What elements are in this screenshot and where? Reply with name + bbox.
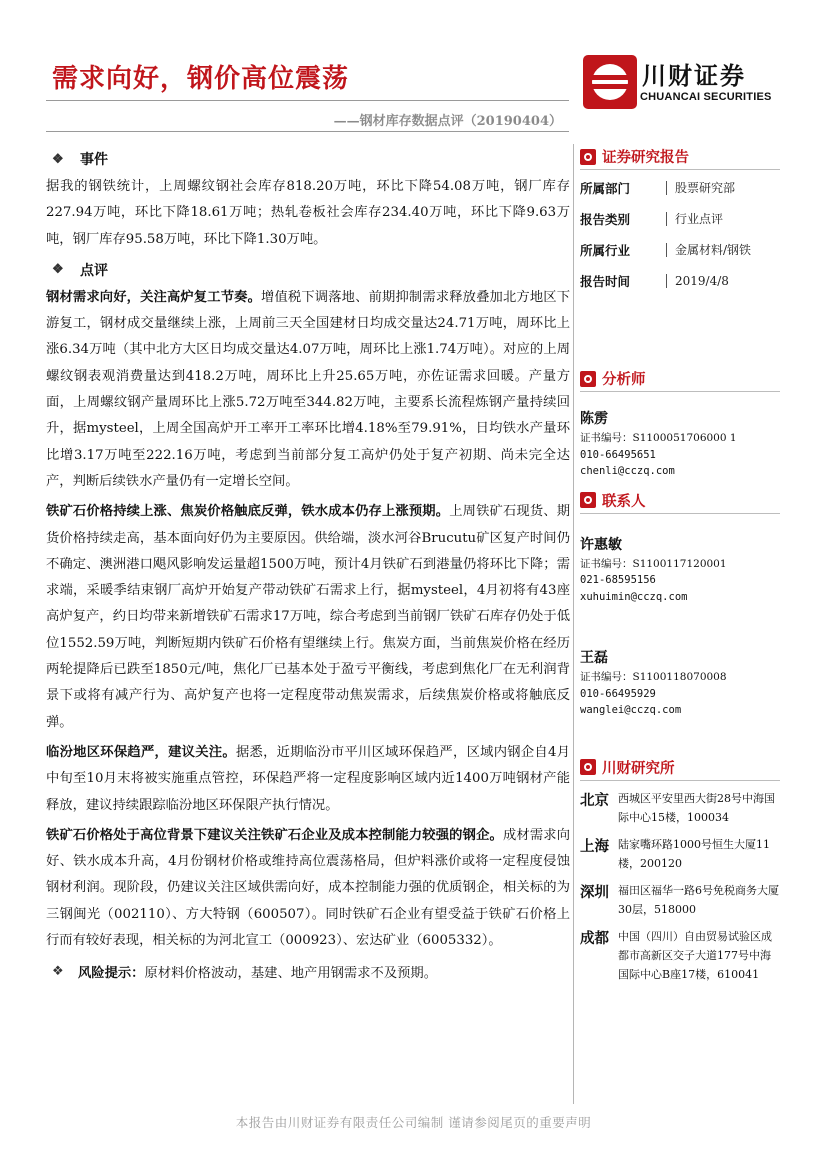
report-section-heading: 证券研究报告 xyxy=(580,144,780,170)
paragraph-lead: 临汾地区环保趋严，建议关注。 xyxy=(46,744,236,760)
comment-paragraph-linfen xyxy=(46,740,570,819)
event-paragraph: 据我的钢铁统计，上周螺纹钢社会库存818.20万吨，环比下降54.08万吨，钢厂库存227.94万吨，环比下降18.61万吨；热轧卷板社会库存234.40万吨，环比下降9.63万吨，钢厂库存95.58万吨，环比下降1.30万吨。 xyxy=(46,179,570,247)
section-marker-icon xyxy=(580,759,596,775)
contact-name: 许惠敏 xyxy=(580,536,622,553)
section-marker-icon xyxy=(580,149,596,165)
main-content xyxy=(46,144,570,986)
office-beijing: 北京 西城区平安里西大街28号中海国际中心15楼，100034 xyxy=(580,791,775,824)
paragraph-body: 据悉，近期临汾市平川区域环保趋严，区域内钢企自4月中旬至10月末将被实施重点管控，环保趋严将一定程度影响区域内近1400万吨钢材产能释放，建议持续跟踪临汾地区环保限产执行情况。 xyxy=(46,744,570,813)
info-row-category: 报告类别 行业点评 xyxy=(580,211,724,227)
contact-email[interactable]: xuhuimin@cczq.com xyxy=(580,590,688,603)
contact-cert: 证书编号：S1100117120001 xyxy=(580,557,727,570)
section-marker-icon xyxy=(580,492,596,508)
contact-name: 王磊 xyxy=(580,650,608,666)
contact-section-heading: 联系人 xyxy=(580,488,780,514)
contact-phone: 021-68595156 xyxy=(580,574,656,586)
info-row-department: 所属部门 股票研究部 xyxy=(580,180,736,196)
page-footer: 本报告由川财证券有限责任公司编制 谨请参阅尾页的重要声明 xyxy=(235,1115,592,1130)
office-shenzhen: 深圳 福田区福华一路6号免税商务大厦30层，518000 xyxy=(580,883,779,916)
chuancai-logo-icon xyxy=(582,54,638,110)
header-divider-bottom xyxy=(46,131,569,132)
info-row-industry: 所属行业 金属材料/钢铁 xyxy=(580,242,752,258)
risk-text: 原材料价格波动，基建、地产用钢需求不及预期。 xyxy=(144,965,438,981)
comment-paragraph-demand xyxy=(46,285,570,495)
info-row-date: 报告时间 2019/4/8 xyxy=(580,273,729,289)
analyst-section-heading: 分析师 xyxy=(580,366,780,392)
comment-heading: ❖ 点评 xyxy=(52,262,108,279)
analyst-phone: 010-66495651 xyxy=(580,448,656,461)
event-heading: ❖ 事件 xyxy=(52,151,108,168)
diamond-bullet-icon: ❖ xyxy=(52,151,64,167)
paragraph-lead: 钢材需求向好，关注高炉复工节奏。 xyxy=(46,289,262,305)
contact-email[interactable]: wanglei@cczq.com xyxy=(580,704,682,716)
office-shanghai: 上海 陆家嘴环路1000号恒生大厦11楼，200120 xyxy=(580,837,770,870)
logo-text-cn: 川财证券 xyxy=(642,62,746,90)
comment-paragraph-iron-ore xyxy=(46,499,570,736)
paragraph-body: 成材需求向好、铁水成本升高，4月份钢材价格或维持高位震荡格局，但炉料涨价或将一定程度侵蚀钢材利润。现阶段，仍建议关注区域供需向好，成本控制能力强的优质钢企，相关标的为三钢闽光（002110）、方大特钢（600507）。同时铁矿石企业有望受益于铁矿石价格上行而有较好表现，相关标的为河北宣工（000923）、宏达矿业（6005332）。 xyxy=(46,827,571,949)
company-logo xyxy=(582,50,782,114)
analyst-cert: 证书编号：S1100051706000 1 xyxy=(580,432,737,444)
contact-phone: 010-66495929 xyxy=(580,687,656,700)
header-divider-top xyxy=(46,100,569,101)
page-subtitle: ——钢材库存数据点评（20190404） xyxy=(333,114,562,129)
logo-text-en: CHUANCAI SECURITIES xyxy=(640,91,772,103)
comment-paragraph-recommendation xyxy=(46,823,570,954)
paragraph-lead: 铁矿石价格处于高位背景下建议关注铁矿石企业及成本控制能力较强的钢企。 xyxy=(46,827,503,843)
office-chengdu: 成都 中国（四川）自由贸易试验区成都市高新区交子大道177号中海国际中心B座17楼，610041 xyxy=(580,929,772,981)
section-marker-icon xyxy=(580,371,596,387)
diamond-bullet-icon: ❖ xyxy=(52,963,64,979)
paragraph-body: 上周铁矿石现货、期货价格持续走高，基本面向好仍为主要原因。供给端，淡水河谷Brucutu矿区复产时间仍不确定、澳洲港口飓风影响发运量超1500万吨，预计4月铁矿石到港量仍将环比下降；需求端，采暖季结束钢厂高炉开始复产带动铁矿石需求上行，据mysteel，4月初将有43座高炉复产，约日均带来新增铁矿石需求17万吨，综合考虑到当前钢厂铁矿石库存仍处于低位1552.59万吨，判断短期内铁矿石价格有望继续上行。焦炭方面，当前焦炭价格在经历两轮提降后已跌至1850元/吨，焦化厂已基本处于盈亏平衡线，考虑到焦化厂在无利润背景下或将有减产行为、高炉复产也将一定程度带动焦炭需求，后续焦炭价格或将触底反弹。 xyxy=(46,504,571,730)
contact-cert: 证书编号：S1100118070008 xyxy=(580,671,727,683)
sidebar xyxy=(580,144,780,992)
page-title: 需求向好，钢价高位震荡 xyxy=(52,64,350,94)
column-divider xyxy=(573,144,574,1104)
diamond-bullet-icon: ❖ xyxy=(52,262,64,278)
paragraph-body: 增值税下调落地、前期抑制需求释放叠加北方地区下游复工，钢材成交量继续上涨，上周前三天全国建材日均成交量达24.71万吨，周环比上涨6.34万吨（其中北方大区日均成交量达4.07万吨，周环比上涨1.74万吨）。对应的上周螺纹钢表观消费量达到418.2万吨，周环比上升25.65万吨，亦佐证需求回暖。产量方面，上周螺纹钢产量周环比上涨5.72万吨至344.82万吨，主要系长流程炼钢产量持续回升，据mysteel，上周全国高炉开工率开工率环比增4.18%至79.91%，日均铁水产量环比增3.17万吨至222.16万吨，考虑到当前部分复工高炉仍处于复产初期、尚未完全达产，判断后续铁水产量仍有一定增长空间。 xyxy=(46,289,571,489)
analyst-name: 陈雳 xyxy=(580,411,608,427)
analyst-email[interactable]: chenli@cczq.com xyxy=(580,465,675,477)
institute-section-heading: 川财研究所 xyxy=(580,755,780,781)
risk-warning: ❖ 风险提示： 原材料价格波动，基建、地产用钢需求不及预期。 xyxy=(52,963,438,981)
paragraph-lead: 铁矿石价格持续上涨、焦炭价格触底反弹，铁水成本仍存上涨预期。 xyxy=(46,504,450,520)
